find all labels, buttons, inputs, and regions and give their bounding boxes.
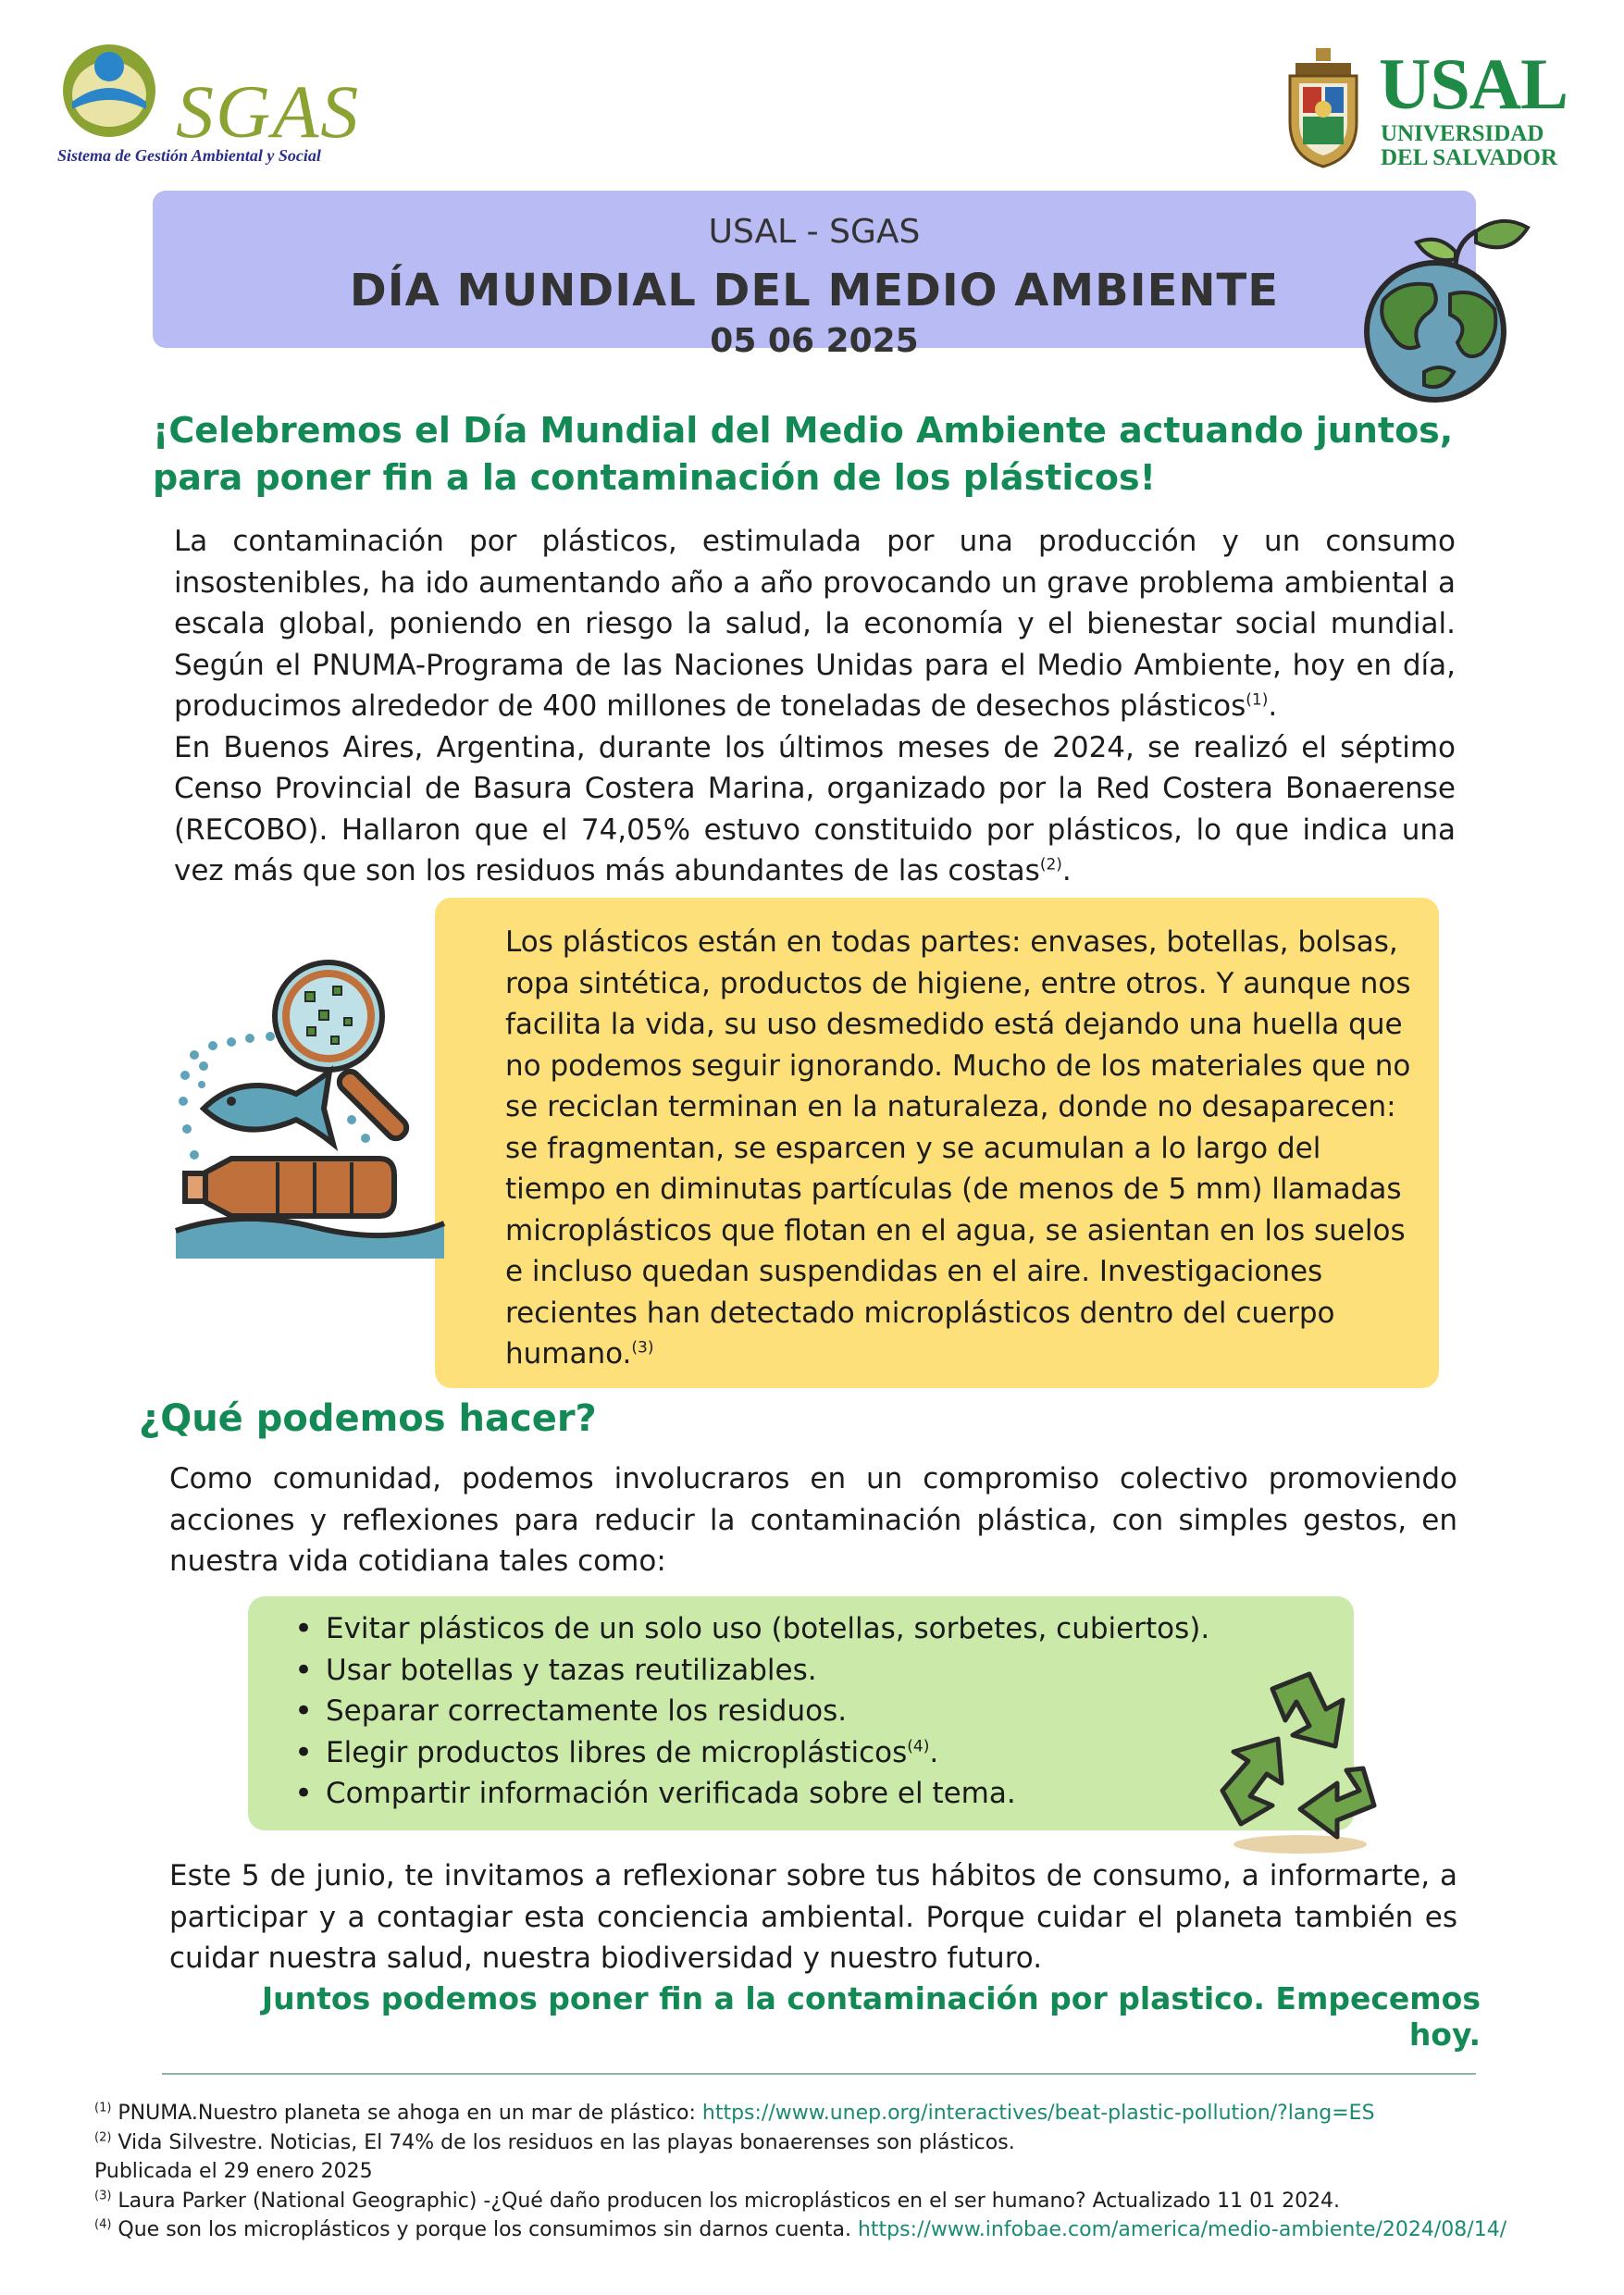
intro-paragraph-1-end: . <box>1268 689 1278 723</box>
footnote-4-ref: (4) <box>94 2217 112 2232</box>
action-text: Elegir productos libres de microplásticos <box>326 1735 908 1769</box>
list-item <box>326 1650 1209 1692</box>
sgas-logo <box>57 37 391 176</box>
microplastics-text <box>505 922 1421 1375</box>
intro-paragraph-1 <box>174 521 1456 727</box>
microplastics-body: Los plásticos están en todas partes: envases, botellas, bolsas, ropa sintética, productos de higiene, entre otros. Y aunque nos facilita la vida, su uso desmedido está dejando una huella que no podemos seguir ignorando. Mucho de los materiales que no se reciclan terminan en la naturaleza, donde no desaparecen: se fragmentan, se esparcen y se acumulan a lo largo del tiempo en diminutas partículas (de menos de 5 mm) llamadas microplásticos que flotan en el agua, se asientan en los suelos e incluso quedan suspendidas en el aire. Investigaciones recientes han detectado microplásticos dentro del cuerpo humano. <box>505 925 1411 1371</box>
usal-crest-icon <box>1277 48 1370 168</box>
footnote-ref-3: (3) <box>631 1338 654 1358</box>
footnote-4-text: Que son los microplásticos y porque los consumimos sin darnos cuenta. <box>111 2218 858 2241</box>
what-can-we-do-intro: Como comunidad, podemos involucraros en un compromiso colectivo promoviendo acciones y reflexiones para reducir la contaminación plástica, con simples gestos, en nuestra vida cotidiana tales como: <box>169 1462 1457 1578</box>
list-item <box>326 1691 1209 1732</box>
usal-logo <box>1277 43 1573 178</box>
header-org: USAL - SGAS <box>708 213 921 251</box>
footnote-4-link[interactable]: https://www.infobae.com/america/medio-ambiente/2024/08/14/ <box>857 2218 1507 2241</box>
list-item <box>326 1773 1209 1815</box>
footnote-2-ref: (2) <box>94 2130 112 2145</box>
footnote-ref-4: (4) <box>907 1737 930 1756</box>
footnote-1 <box>94 2099 1538 2128</box>
footnotes <box>94 2099 1538 2245</box>
intro-paragraph-2-text: En Buenos Aires, Argentina, durante los últimos meses de 2024, se realizó el séptimo Censo Provincial de Basura Costera Marina, organizado por la Red Costera Bonaerense (RECOBO). Hallaron que el 74,05% estuvo constituido por plásticos, lo que indica una vez más que son los residuos más abundantes de las costas <box>174 730 1456 887</box>
footnote-3 <box>94 2187 1538 2216</box>
globe-sprout-icon <box>1346 215 1541 409</box>
footnote-3-text: Laura Parker (National Geographic) -¿Qué daño producen los microplásticos en el ser humano? Actualizado 11 01 2024. <box>111 2189 1341 2213</box>
footnote-1-text: PNUMA.Nuestro planeta se ahoga en un mar de plástico: <box>111 2102 702 2125</box>
page-title: DÍA MUNDIAL DEL MEDIO AMBIENTE <box>349 265 1280 316</box>
invitation-paragraph: Este 5 de junio, te invitamos a reflexionar sobre tus hábitos de consumo, a informarte, a participar y a contagiar esta conciencia ambiental. Porque cuidar el planeta también es cuidar nuestra salud, nuestra biodiversidad y nuestro futuro. <box>169 1859 1457 1975</box>
usal-wordmark: USAL <box>1379 43 1568 124</box>
footnote-3-ref: (3) <box>94 2189 112 2203</box>
footnote-1-ref: (1) <box>94 2101 112 2115</box>
sgas-wordmark: SGAS <box>176 69 361 154</box>
footnote-ref-2: (2) <box>1039 855 1062 875</box>
intro-paragraph-2-end: . <box>1061 854 1072 887</box>
footnote-1-link[interactable]: https://www.unep.org/interactives/beat-plastic-pollution/?lang=ES <box>701 2102 1375 2125</box>
intro-paragraphs <box>174 521 1456 892</box>
footnote-2-text: Vida Silvestre. Noticias, El 74% de los residuos en las playas bonaerenses son plásticos. <box>111 2130 1015 2154</box>
header-banner <box>153 191 1476 360</box>
list-item <box>326 1608 1209 1650</box>
footnote-2 <box>94 2128 1538 2158</box>
action-end: . <box>929 1735 939 1769</box>
what-can-we-do-heading: ¿Qué podemos hacer? <box>139 1397 597 1440</box>
action-text: Separar correctamente los residuos. <box>326 1694 848 1728</box>
usal-line1: UNIVERSIDAD <box>1381 121 1544 146</box>
footnote-2-published: Publicada el 29 enero 2025 <box>94 2160 373 2183</box>
footnote-ref-1: (1) <box>1246 690 1269 710</box>
footnote-divider <box>162 2073 1476 2075</box>
action-text: Compartir información verificada sobre el tema. <box>326 1777 1016 1810</box>
recycle-icon <box>1208 1661 1393 1855</box>
plastic-pollution-illustration-icon <box>167 953 490 1268</box>
action-text: Usar botellas y tazas reutilizables. <box>326 1653 817 1687</box>
sgas-emblem-icon <box>57 37 168 148</box>
header-date: 05 06 2025 <box>710 322 919 360</box>
closing-slogan: Juntos podemos poner fin a la contaminación por plastico. Empecemos hoy. <box>261 1980 1481 2053</box>
headline: ¡Celebremos el Día Mundial del Medio Ambiente actuando juntos, para poner fin a la contaminación de los plásticos! <box>153 410 1454 498</box>
action-text: Evitar plásticos de un solo uso (botellas, sorbetes, cubiertos). <box>326 1612 1210 1645</box>
footnote-4 <box>94 2215 1538 2245</box>
actions-list <box>285 1608 1209 1815</box>
sgas-subtitle: Sistema de Gestión Ambiental y Social <box>57 146 321 165</box>
list-item <box>326 1732 1209 1774</box>
usal-line2: DEL SALVADOR <box>1381 145 1558 170</box>
intro-paragraph-2 <box>174 727 1456 892</box>
intro-paragraph-1-text: La contaminación por plásticos, estimulada por una producción y un consumo insostenibles, ha ido aumentando año a año provocando un grave problema ambiental a escala global, poniendo en riesgo la salud, la economía y el bienestar social mundial. Según el PNUMA-Programa de las Naciones Unidas para el Medio Ambiente, hoy en día, producimos alrededor de 400 millones de toneladas de desechos plásticos <box>174 525 1456 723</box>
